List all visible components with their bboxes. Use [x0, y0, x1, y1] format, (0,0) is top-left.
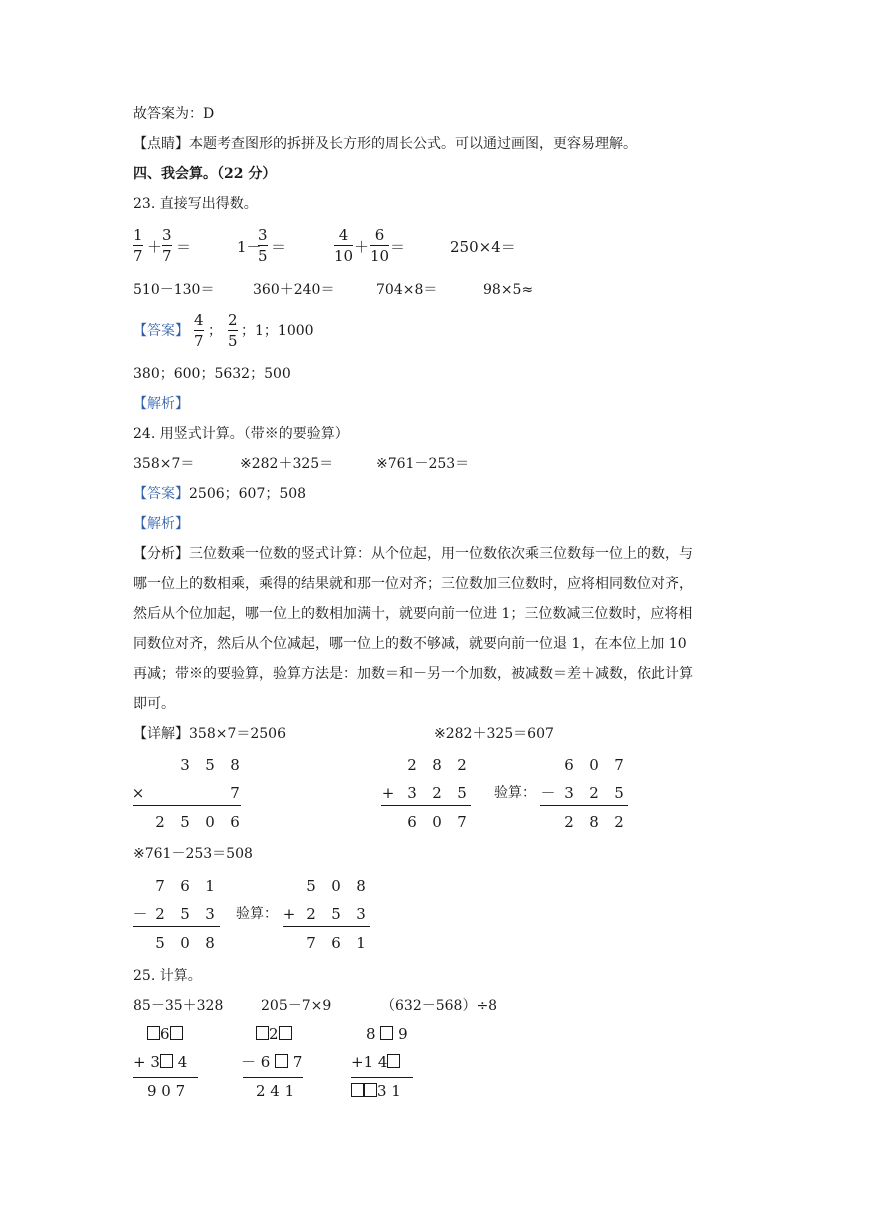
q25-item: （632－568）÷8 — [381, 998, 498, 1014]
digit: 7 — [230, 784, 240, 802]
semicolon: ； — [208, 323, 222, 339]
digit: 5 — [155, 934, 165, 952]
answer-fraction-2-5 — [228, 311, 238, 350]
q24-answer — [133, 484, 306, 504]
digit: 8 — [230, 756, 240, 774]
digit: 1 — [205, 877, 215, 895]
analysis-line: 然后从个位加起，哪一位上的数相加满十，就要向前一位进 1；三位数减三位数时，应将相 — [133, 606, 693, 622]
answer-label: 【答案】 — [133, 323, 189, 339]
digit: 5 — [306, 877, 316, 895]
digit: 6 — [230, 813, 240, 831]
blank-box[interactable] — [387, 1054, 400, 1068]
digit: 5 — [614, 784, 624, 802]
jiexi-label: 【解析】 — [133, 396, 189, 412]
blank-box[interactable] — [147, 1026, 160, 1040]
digit: 3 — [407, 784, 417, 802]
denominator: 5 — [228, 332, 238, 350]
digit: 6 — [180, 877, 190, 895]
digit: 2 — [432, 784, 442, 802]
digit: 2 — [155, 905, 165, 923]
denominator: 10 — [370, 247, 390, 265]
check-label: 验算： — [236, 906, 278, 922]
digit: 5 — [205, 756, 215, 774]
q23-item: 704×8＝ — [376, 282, 438, 298]
numerator: 4 — [338, 226, 349, 244]
numerator: 3 — [258, 226, 268, 244]
equals-sign: ＝ — [176, 238, 192, 256]
denominator: 7 — [162, 247, 172, 265]
digit: 7 — [457, 813, 467, 831]
blank-box[interactable] — [380, 1026, 393, 1040]
analysis-line: 再减；带※的要验算，验算方法是：加数＝和－另一个加数，被减数＝差＋减数，依此计算 — [133, 666, 693, 682]
digit: 8 — [205, 934, 215, 952]
denominator: 7 — [194, 332, 204, 350]
check-label: 验算： — [494, 785, 536, 801]
equals-sign: ＝ — [271, 238, 287, 256]
digit: 6 — [331, 934, 341, 952]
fraction-4-10 — [334, 226, 353, 265]
numerator: 3 — [162, 226, 172, 244]
q25-item: 205－7×9 — [261, 998, 332, 1014]
q23-answer-line-2: 380；600；5632；500 — [133, 366, 291, 382]
analysis-line: 【分析】三位数乘一位数的竖式计算：从个位起，用一位数依次乘三位数每一位上的数，与 — [133, 546, 693, 562]
digit: 3 — [564, 784, 574, 802]
q24-item: ※761－253＝ — [376, 456, 470, 472]
q23-item-4: 250×4＝ — [450, 238, 516, 256]
answer-label: 【答案】 — [133, 486, 189, 502]
question-25: 25. 计算。 — [133, 968, 202, 984]
digit: 6 — [564, 756, 574, 774]
digit: 3 — [356, 905, 366, 923]
jiexi-label: 【解析】 — [133, 516, 189, 532]
digit: 7 — [306, 934, 316, 952]
q25-item: 85－35＋328 — [133, 998, 224, 1014]
digit: 5 — [180, 813, 190, 831]
puzzle-bottom: + 3 4 — [133, 1053, 188, 1071]
operator: × — [131, 784, 145, 802]
puzzle-bottom: +1 4 — [351, 1052, 400, 1072]
denominator: 5 — [258, 247, 268, 265]
denominator: 10 — [334, 247, 354, 265]
one-minus: 1－ — [237, 238, 262, 256]
equation-sub: ※761－253＝508 — [133, 846, 253, 862]
answer-line: 故答案为：D — [133, 106, 215, 122]
q24-item: 358×7＝ — [133, 456, 195, 472]
digit: 2 — [155, 813, 165, 831]
blank-box[interactable] — [279, 1026, 292, 1040]
blank-box[interactable] — [170, 1026, 183, 1040]
q23-item: 510－130＝ — [133, 282, 215, 298]
plus-sign: ＋ — [354, 238, 370, 256]
puzzle-top: 2 — [256, 1024, 292, 1044]
puzzle-result: 2 4 1 — [256, 1082, 295, 1100]
blank-box[interactable] — [351, 1083, 364, 1097]
numerator: 1 — [133, 226, 143, 244]
blank-box[interactable] — [160, 1054, 173, 1068]
digit: 0 — [180, 934, 190, 952]
numerator: 2 — [228, 311, 238, 329]
numerator: 6 — [374, 226, 385, 244]
digit: 8 — [589, 813, 599, 831]
answer-rest: ；1；1000 — [241, 323, 314, 339]
operator: － — [540, 784, 556, 802]
digit: 7 — [155, 877, 165, 895]
blank-box[interactable] — [275, 1054, 288, 1068]
puzzle-result: 3 1 — [351, 1081, 401, 1101]
digit: 7 — [614, 756, 624, 774]
puzzle-top: 8 9 — [366, 1025, 408, 1043]
numerator: 4 — [194, 311, 204, 329]
dianjing-line: 【点睛】本题考查图形的拆拼及长方形的周长公式。可以通过画图，更容易理解。 — [133, 136, 637, 152]
digit: 2 — [306, 905, 316, 923]
operator: + — [381, 784, 395, 802]
fraction-1-7 — [133, 226, 143, 265]
answer-fraction-4-7 — [194, 311, 204, 350]
equals-sign: ＝ — [390, 238, 406, 256]
digit: 0 — [331, 877, 341, 895]
detail-line: 【详解】358×7＝2506 — [133, 726, 286, 742]
plus-sign: ＋ — [147, 238, 163, 256]
answer-values: 2506；607；508 — [189, 486, 307, 502]
question-24: 24. 用竖式计算。（带※的要验算） — [133, 426, 349, 442]
fraction-3-5 — [258, 226, 268, 265]
digit: 8 — [432, 756, 442, 774]
blank-box[interactable] — [364, 1083, 377, 1097]
fraction-3-7 — [162, 226, 172, 265]
q23-item: 360＋240＝ — [253, 282, 335, 298]
digit: 2 — [589, 784, 599, 802]
denominator: 7 — [133, 247, 143, 265]
analysis-line: 哪一位上的数相乘，乘得的结果就和那一位对齐；三位数加三位数时，应将相同数位对齐， — [133, 576, 693, 592]
section-heading: 四、我会算。（22 分） — [133, 166, 277, 182]
question-23: 23. 直接写出得数。 — [133, 196, 258, 212]
digit: 5 — [457, 784, 467, 802]
q24-item: ※282＋325＝ — [240, 456, 334, 472]
fraction-6-10 — [370, 226, 389, 265]
equation-add: ※282＋325＝607 — [434, 726, 554, 742]
digit: 2 — [407, 756, 417, 774]
digit: 2 — [564, 813, 574, 831]
digit: 5 — [331, 905, 341, 923]
puzzle-top: 6 — [147, 1024, 183, 1044]
digit: 8 — [356, 877, 366, 895]
digit: 5 — [180, 905, 190, 923]
analysis-line: 同数位对齐，然后从个位减起，哪一位上的数不够减，就要向前一位退 1，在本位上加 10 — [133, 636, 687, 652]
operator: － — [132, 905, 148, 923]
digit: 6 — [407, 813, 417, 831]
digit: 0 — [432, 813, 442, 831]
digit: 0 — [205, 813, 215, 831]
digit: 2 — [614, 813, 624, 831]
puzzle-result: 9 0 7 — [147, 1082, 186, 1100]
q23-item: 98×5≈ — [483, 282, 534, 298]
digit: 3 — [180, 756, 190, 774]
digit: 1 — [356, 934, 366, 952]
digit: 2 — [457, 756, 467, 774]
digit: 3 — [205, 905, 215, 923]
blank-box[interactable] — [256, 1026, 269, 1040]
puzzle-bottom: － 6 7 — [241, 1053, 303, 1071]
digit: 0 — [589, 756, 599, 774]
analysis-line: 即可。 — [133, 696, 175, 712]
operator: + — [282, 905, 296, 923]
